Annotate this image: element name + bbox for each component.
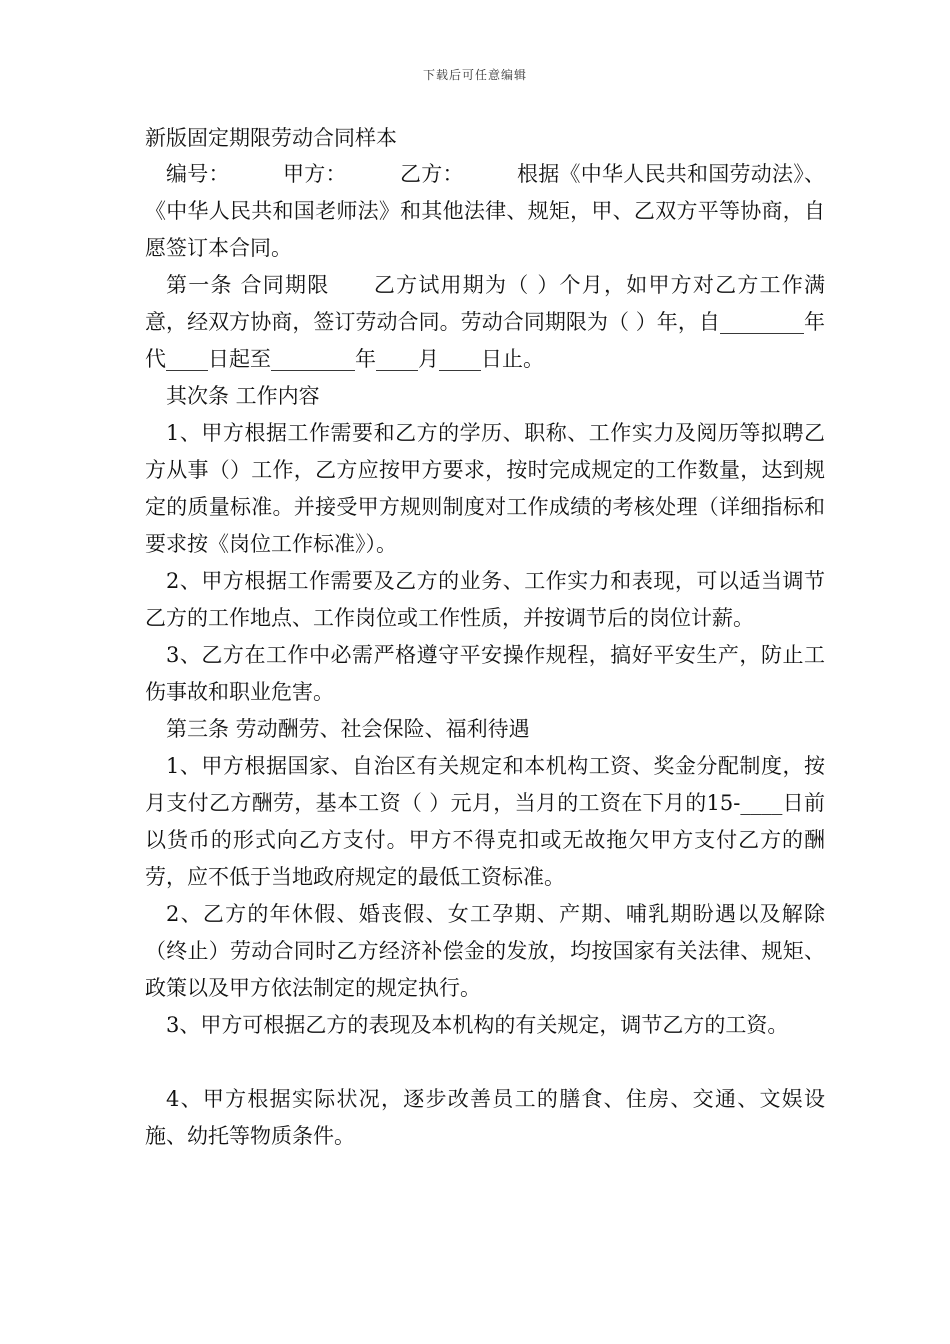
heading-article-3: 第三条 劳动酬劳、社会保险、福利待遇 xyxy=(166,717,530,741)
document-body xyxy=(145,120,825,1155)
paragraph-article-2-item-2: 2、甲方根据工作需要及乙方的业务、工作实力和表现，可以适当调节乙方的工作地点、工作岗位或工作性质，并按调节后的岗位计薪。 xyxy=(145,569,825,630)
paragraph-article-3-item-3: 3、甲方可根据乙方的表现及本机构的有关规定，调节乙方的工资。 xyxy=(166,1013,789,1037)
heading-article-2: 其次条 工作内容 xyxy=(166,384,320,408)
paragraph-article-2-item-3: 3、乙方在工作中必需严格遵守平安操作规程，搞好平安生产，防止工伤事故和职业危害。 xyxy=(145,643,825,704)
paragraph-preamble: 编号： 甲方： 乙方： 根据《中华人民共和国劳动法》、《中华人民共和国老师法》和其他法律、规矩，甲、乙双方平等协商，自愿签订本合同。 xyxy=(145,162,825,260)
paragraph-article-2-item-1: 1、甲方根据工作需要和乙方的学历、职称、工作实力及阅历等拟聘乙方从事（）工作，乙方应按甲方要求，按时完成规定的工作数量，达到规定的质量标准。并接受甲方规则制度对工作成绩的考核处理（详细指标和要求按《岗位工作标准》）。 xyxy=(145,421,825,556)
paragraph-article-1-term: 第一条 合同期限 乙方试用期为（ ）个月，如甲方对乙方工作满意，经双方协商，签订劳动合同。劳动合同期限为（ ）年，自________年代____日起至________年____月____日止。 xyxy=(145,273,825,371)
paragraph-article-3-item-2: 2、乙方的年休假、婚丧假、女工孕期、产期、哺乳期盼遇以及解除（终止）劳动合同时乙方经济补偿金的发放，均按国家有关法律、规矩、政策以及甲方依法制定的规定执行。 xyxy=(145,902,825,1000)
paragraph-article-3-item-4: 4、甲方根据实际状况，逐步改善员工的膳食、住房、交通、文娱设施、幼托等物质条件。 xyxy=(145,1087,825,1148)
document-title: 新版固定期限劳动合同样本 xyxy=(145,126,397,150)
paragraph-article-3-item-1: 1、甲方根据国家、自治区有关规定和本机构工资、奖金分配制度，按月支付乙方酬劳，基本工资（ ）元月，当月的工资在下月的15-____日前以货币的形式向乙方支付。甲方不得克扣或无故拖欠甲方支付乙方的酬劳，应不低于当地政府规定的最低工资标准。 xyxy=(145,754,825,889)
header-note: 下载后可任意编辑 xyxy=(422,68,527,82)
